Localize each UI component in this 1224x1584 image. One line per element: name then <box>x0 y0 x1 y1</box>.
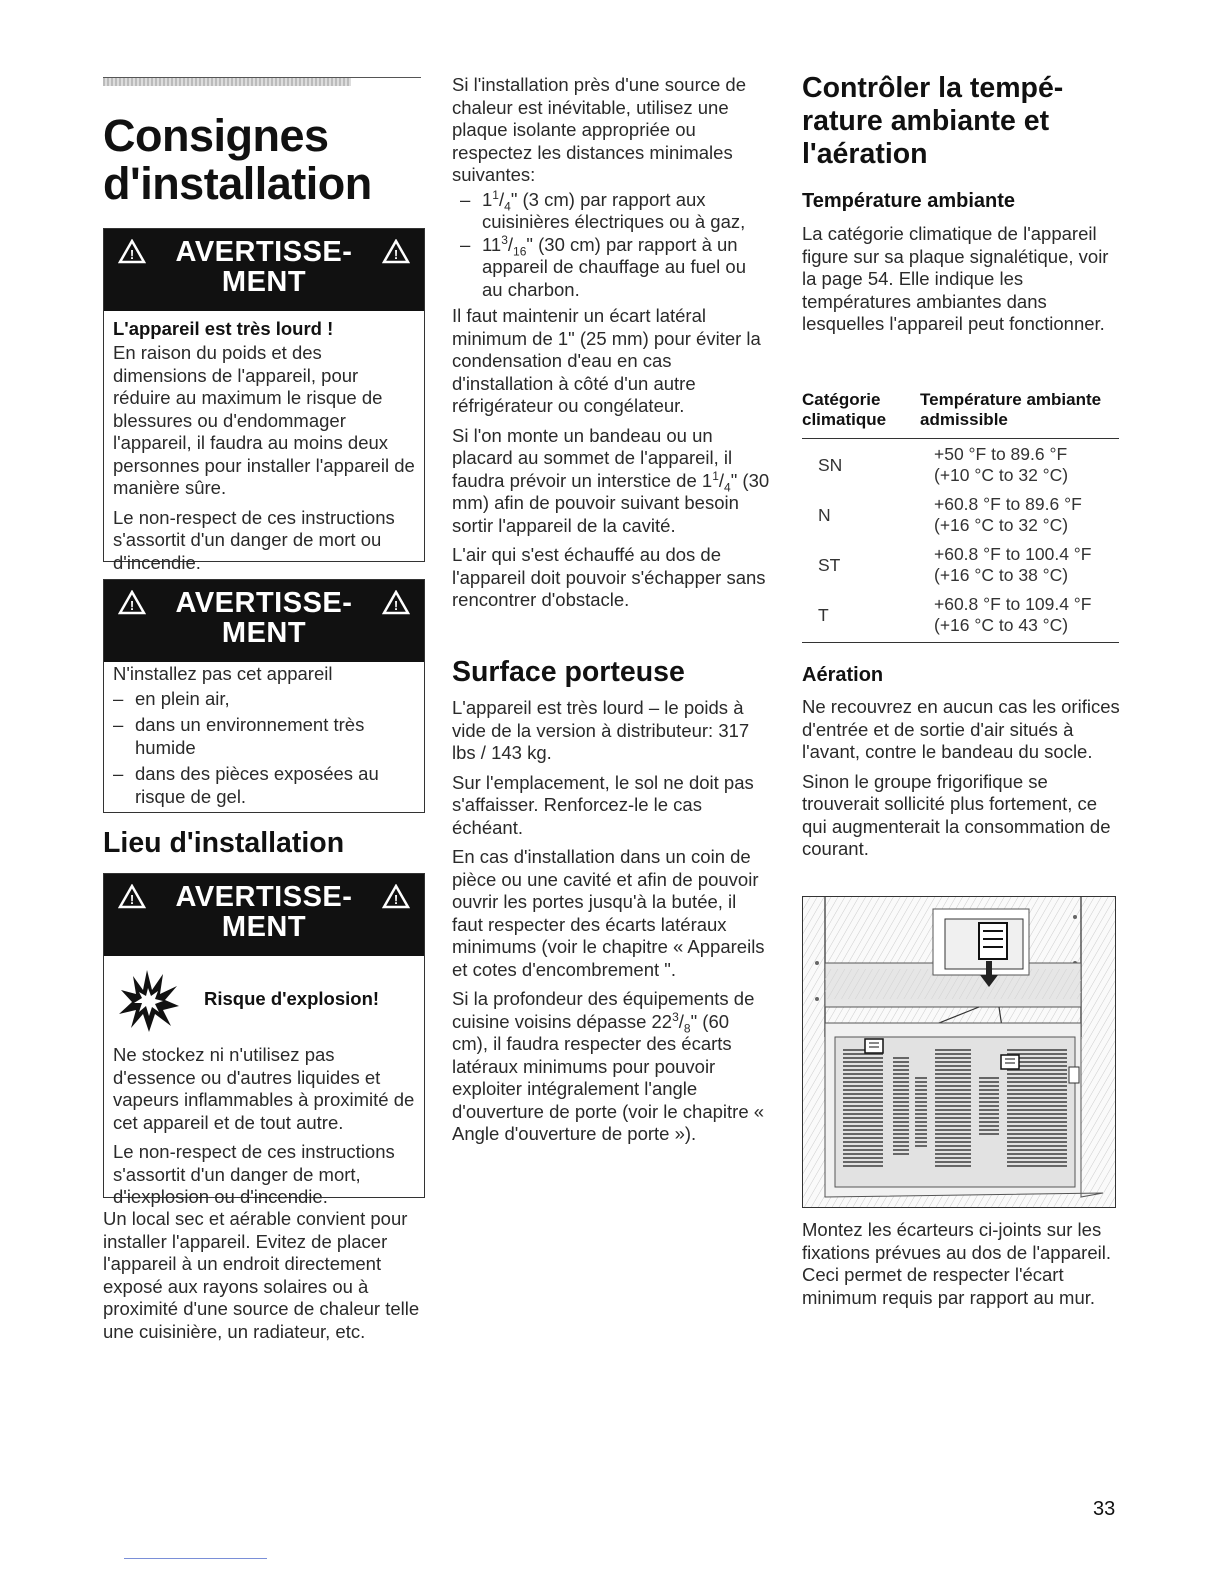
table-header-temperature: Température ambiante admissible <box>920 390 1119 439</box>
svg-text:!: ! <box>129 892 135 907</box>
distance-list <box>452 189 770 302</box>
list-item: – $11^3/_{16}$" (30 cm) par rapport à un appareil de chauffage au fuel ou au charbon. <box>452 234 770 302</box>
warning-body <box>104 311 424 582</box>
svg-text:!: ! <box>129 247 135 262</box>
column-2-flow-2 <box>452 697 770 1146</box>
table-header-category: Catégorie climatique <box>802 390 920 439</box>
svg-text:!: ! <box>393 247 399 262</box>
header-gray-bar <box>103 78 351 86</box>
paragraph: En cas d'installation dans un coin de pièce ou une cavité et afin de pouvoir ouvrir les portes jusqu'à la butée, il faut respecter des écarts latéraux minimums (voir le chapitre « Appareils et cotes d'encombrement ". <box>452 846 765 980</box>
table-cell-temperature <box>920 439 1119 490</box>
fraction-den: 4 <box>504 199 511 214</box>
table-cell-category: ST <box>818 554 841 575</box>
temp-c: (+16 °C to 43 °C) <box>934 615 1069 635</box>
appliance-back-illustration <box>802 896 1116 1208</box>
paragraph: Ne recouvrez en aucun cas les orifices d'entrée et de sortie d'air situés à l'avant, contre le bandeau du socle. <box>802 696 1120 762</box>
temp-c: (+10 °C to 32 °C) <box>934 465 1069 485</box>
table-header-row <box>802 390 1119 439</box>
paragraph-text: Si la profondeur des équipements de cuisine voisins dépasse <box>452 988 755 1032</box>
climate-table <box>802 390 1119 643</box>
warning-title-line: MENT <box>221 266 307 298</box>
warning-header <box>104 580 424 662</box>
paragraph: Un local sec et aérable convient pour installer l'appareil. Evitez de placer l'appareil à un endroit directement exposé aux rayons solaires ou à proximité d'une source de chaleur telle une cuisinière, un radiateur, etc. <box>103 1208 420 1342</box>
table-row <box>802 589 1119 643</box>
warning-triangle-icon <box>118 239 146 264</box>
warning-text: En raison du poids et des dimensions de l'appareil, pour réduire au maximum le risque de blessures ou d'endommager l'appareil, il faudra au moins deux personnes pour installer l'appareil de manière sûre. <box>113 342 415 498</box>
svg-text:!: ! <box>129 598 135 613</box>
warning-title-line: AVERTISSE- <box>175 587 353 619</box>
table-cell-temperature <box>920 489 1119 539</box>
column-3-flow <box>802 696 1120 861</box>
subheading-temperature: Température ambiante <box>802 190 1016 212</box>
temp-f: +50 °F to 89.6 °F <box>934 444 1068 464</box>
paragraph: Sinon le groupe frigorifique se trouverait sollicité plus fortement, ce qui augmenterait la consommation de courant. <box>802 770 1111 859</box>
subheading-aeration: Aération <box>802 664 884 686</box>
fraction-den: 4 <box>724 480 731 495</box>
warning-box-location <box>103 579 425 813</box>
temp-f: +60.8 °F to 109.4 °F <box>934 594 1092 614</box>
explosion-row <box>104 956 424 1044</box>
paragraph: Si la profondeur des équipements de cuisine voisins dépasse $22^3/_8$" (60 cm), il faudra respecter des écarts latéraux minimums pour pouvoir exploiter intégralement l'angle d'ouverture de porte (voir le chapitre « Angle d'ouverture de porte »). <box>452 988 765 1144</box>
fraction-den: 16 <box>513 244 527 259</box>
warning-triangle-icon <box>118 590 146 615</box>
column-2-flow <box>452 74 770 612</box>
table-cell-category: T <box>802 589 920 643</box>
table-cell-category: SN <box>818 454 843 475</box>
fraction-whole: 22 <box>651 1010 673 1032</box>
temp-c: (+16 °C to 38 °C) <box>934 565 1069 585</box>
fraction-whole: 1 <box>701 469 713 491</box>
warning-text: Le non-respect de ces instructions s'assortit d'un danger de mort, d'iexplosion ou d'incendie. <box>113 1141 395 1207</box>
warning-box-explosion <box>103 873 425 1207</box>
explosion-risk-label: Risque d'explosion! <box>204 988 380 1009</box>
page-title-text: Consignes d'installation <box>103 110 372 209</box>
svg-text:!: ! <box>393 892 399 907</box>
warning-triangle-icon <box>382 239 410 264</box>
table-row <box>802 539 1119 589</box>
fraction-num: 1 <box>712 468 719 483</box>
fraction-whole: 11 <box>482 233 502 255</box>
paragraph: Il faut maintenir un écart latéral minimum de 1" (25 mm) pour éviter la condensation d'eau en cas d'installation à côté d'un autre réfrigérateur ou congélateur. <box>452 305 761 416</box>
table-cell-category: N <box>818 504 831 525</box>
figure-caption: Montez les écarteurs ci-joints sur les fixations prévues au dos de l'appareil. Ceci permet de respecter l'écart minimum requis par rapport au mur. <box>802 1219 1111 1308</box>
paragraph-text: " (30 mm) afin de pouvoir suivant besoin sortir l'appareil de la cavité. <box>452 469 770 536</box>
list-item-text: " (30 cm) par rapport à un appareil de chauffage au fuel ou au charbon. <box>482 233 747 300</box>
heading-line: Contrôler la tempé- <box>802 72 1064 104</box>
warning-lead: L'appareil est très lourd ! <box>113 318 334 339</box>
paragraph: Si l'installation près d'une source de chaleur est inévitable, utilisez une plaque isolante appropriée ou respectez les distances minimales suivantes: <box>452 74 746 185</box>
warning-title-line: AVERTISSE- <box>175 881 353 913</box>
section-heading-controler <box>802 72 1120 171</box>
paragraph: Si l'on monte un bandeau ou un placard au sommet de l'appareil, il faudra prévoir un interstice de $1^1/_4$" (30 mm) afin de pouvoir suivant besoin sortir l'appareil de la cavité. <box>452 424 770 536</box>
paragraph: Sur l'emplacement, le sol ne doit pas s'affaisser. Renforcez-le le cas échéant. <box>452 771 754 838</box>
warning-title-line: MENT <box>221 911 307 943</box>
warning-list <box>113 688 416 809</box>
appliance-diagram <box>803 897 1115 1207</box>
list-item: – $1^1/_4$" (3 cm) par rapport aux cuisinières électriques ou à gaz, <box>452 189 770 234</box>
temp-f: +60.8 °F to 100.4 °F <box>934 544 1092 564</box>
warning-triangle-icon <box>382 884 410 909</box>
warning-header <box>104 874 424 956</box>
warning-title <box>104 580 424 648</box>
warning-title-line: AVERTISSE- <box>175 236 353 268</box>
warning-title-line: MENT <box>221 617 307 649</box>
warning-header <box>104 229 424 311</box>
page-number: 33 <box>1093 1498 1116 1520</box>
warning-text: N'installez pas cet appareil <box>113 663 333 684</box>
paragraph-text: " (60 cm), il faudra respecter des écarts latéraux minimums pour pouvoir exploiter intégralement l'angle d'ouverture de porte (voir le chapitre « Angle d'ouverture de porte »). <box>452 1010 765 1144</box>
page-title <box>103 112 433 208</box>
warning-text: Ne stockez ni n'utilisez pas d'essence ou d'autres liquides et vapeurs inflammables à proximité de cet appareil et de tout autre. <box>113 1044 415 1133</box>
svg-text:!: ! <box>393 598 399 613</box>
section-heading-lieu: Lieu d'installation <box>103 827 345 859</box>
warning-body <box>104 1044 424 1217</box>
warning-title <box>104 874 424 942</box>
footer-rule <box>124 1558 267 1559</box>
temp-f: +60.8 °F to 89.6 °F <box>934 494 1082 514</box>
list-item: – dans des pièces exposées au risque de gel. <box>105 763 416 808</box>
paragraph: L'appareil est très lourd – le poids à vide de la version à distributeur: 317 lbs / 143 kg. <box>452 697 750 763</box>
warning-text: Le non-respect de ces instructions s'assortit d'un danger de mort ou d'incendie. <box>113 506 395 573</box>
table-row <box>802 489 1119 539</box>
fraction-den: 8 <box>683 1021 691 1036</box>
fraction-num: 1 <box>492 187 499 202</box>
fraction-num: 3 <box>672 1009 679 1024</box>
heading-line: rature ambiante et <box>802 105 1050 137</box>
fraction-num: 3 <box>501 232 508 247</box>
paragraph: La catégorie climatique de l'appareil figure sur sa plaque signalétique, voir la page 54. Elle indique les températures ambiantes dans lesquelles l'appareil peut fonctionner. <box>802 223 1109 334</box>
table-cell-temperature <box>920 589 1119 643</box>
paragraph-text: Si l'on monte un bandeau ou un placard au sommet de l'appareil, il faudra prévoir un interstice de <box>452 424 733 491</box>
table-row <box>802 439 1119 490</box>
list-item: – en plein air, <box>105 688 416 711</box>
warning-box-heavy <box>103 228 425 573</box>
warning-triangle-icon <box>118 884 146 909</box>
paragraph: L'air qui s'est échauffé au dos de l'appareil doit pouvoir s'échapper sans rencontrer d'obstacle. <box>452 544 766 610</box>
warning-triangle-icon <box>382 590 410 615</box>
temp-c: (+16 °C to 32 °C) <box>934 515 1069 535</box>
table-cell-temperature <box>920 539 1119 589</box>
warning-title <box>104 229 424 297</box>
fraction-whole: 1 <box>482 188 493 210</box>
explosion-icon <box>117 968 181 1034</box>
list-item: – dans un environnement très humide <box>105 714 416 759</box>
section-heading-surface: Surface porteuse <box>452 656 685 688</box>
list-item-text: " (3 cm) par rapport aux cuisinières électriques ou à gaz, <box>482 188 746 232</box>
heading-line: l'aération <box>802 138 928 170</box>
warning-body <box>104 662 424 816</box>
